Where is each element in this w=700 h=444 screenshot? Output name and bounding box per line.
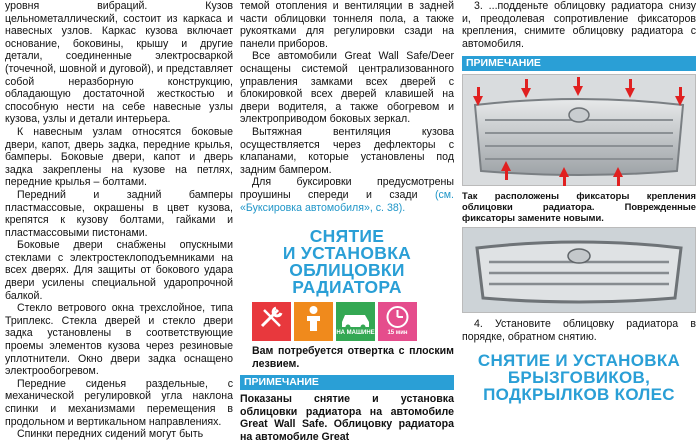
paragraph	[240, 176, 454, 214]
clip-arrow	[625, 88, 635, 98]
note-text: Показаны снятие и установка облицовки радиатора на автомобиле Great Wall Safe. Облицовку радиатора на автомобиле Great	[240, 393, 454, 444]
icon-label: НА МАШИНЕ	[336, 329, 375, 336]
paragraph: Спинки передних сидений могут быть	[17, 428, 204, 441]
person-icon	[294, 302, 333, 341]
text-column-1	[5, 0, 233, 441]
paragraph: К навесным узлам относятся боковые двери, капот, дверь задка, передние крылья, бамперы. Боковые двери, капот и дверь задка закреплены на кузове на петлях, передние крылья – болтами.	[5, 125, 233, 189]
section-title-line: РАДИАТОРА	[292, 277, 402, 298]
paragraph: уровня вибраций. Кузов цельнометаллический, состоит из каркаса и навесных узлов. Каркас кузова включает основание, боковины, крышу и другие детали, соединенные электросваркой (точечной, шовной и дуговой), и представляет собой неразборную конструкцию, обладающую достаточной жесткостью и способную нести на себе навесные узлы кузова, узлы и детали интерьера.	[5, 0, 233, 126]
tools-required-text: Вам потребуется отвертка с плоским лезвием.	[252, 345, 454, 370]
clip-arrow	[501, 161, 511, 171]
section-title-line: ОБЛИЦОВКИ	[289, 260, 405, 281]
section-title-line: СНЯТИЕ И УСТАНОВКА	[477, 350, 681, 370]
note-header: ПРИМЕЧАНИЕ	[462, 56, 696, 71]
note-header: ПРИМЕЧАНИЕ	[240, 375, 454, 390]
clock-icon	[378, 302, 417, 341]
paragraph: Вытяжная вентиляция кузова осуществляется через дефлекторы с клапанами, которые установлены под задним бампером.	[240, 125, 454, 176]
paragraph: темой отопления и вентиляции в задней части облицовки тоннеля пола, а также рукоятками для регулировки сзади на панели приборов.	[240, 0, 454, 50]
paragraph: Передний и задний бамперы пластмассовые, окрашены в цвет кузова, крепятся к кузову болтами, гайками и пластмассовыми пистонами.	[5, 188, 233, 239]
clip-arrow	[675, 96, 685, 106]
icon-label: 15 мин	[387, 329, 408, 336]
section-title	[462, 352, 696, 403]
paragraph: 3. ...подденьте облицовку радиатора снизу и, преодолевая сопротивление фиксаторов крепления, снимите облицовку радиатора с автомобиля.	[462, 0, 696, 50]
text-column-3	[462, 0, 696, 403]
clip-arrow	[521, 88, 531, 98]
section-title-line: И УСТАНОВКА	[282, 243, 412, 264]
radiator-grille-photo-clips	[462, 74, 696, 186]
paragraph: Боковые двери снабжены опускными стеклами с электростеклоподъемниками на всех дверях. Для защиты от бокового удара двери усилены специальной ударопрочной балкой.	[5, 239, 233, 302]
clip-arrow	[559, 167, 569, 177]
wrench-screwdriver-icon	[252, 302, 291, 341]
clip-arrow	[473, 96, 483, 106]
text-column-2	[240, 0, 454, 444]
clip-arrow	[613, 167, 623, 177]
section-title-line: БРЫЗГОВИКОВ,	[507, 367, 651, 387]
paragraph: 4. Установите облицовку радиатора в порядке, обратном снятию.	[462, 318, 696, 343]
cross-reference-link[interactable]: (см. «Буксировка автомобиля», с. 38).	[240, 188, 454, 214]
info-icon-row	[252, 302, 454, 341]
paragraph-text: Для буксировки предусмотрены проушины спереди и сзади	[240, 176, 454, 201]
section-title	[240, 228, 454, 296]
paragraph: Стекло ветрового окна трехслойное, типа Триплекс. Стекла дверей и стекло двери задка установлены в соответствующие проемы элементов кузова через резиновые уплотнители. Окно двери задка оснащено электрообогревом.	[5, 302, 233, 378]
paragraph: Передние сиденья раздельные, с механической регулировкой угла наклона спинки и механизмами перемещения в продольном и вертикальном направлениях.	[5, 377, 233, 428]
radiator-grille-photo-installed	[462, 227, 696, 313]
paragraph: Все автомобили Great Wall Safe/Deer оснащены системой централизованного управления замками всех дверей с блокировкой всех дверей клавишей на двери водителя, а также обогревом и электроприводом боковых зеркал.	[240, 50, 454, 126]
photo-caption: Так расположены фиксаторы крепления облицовки радиатора. Поврежденные фиксаторы замените новыми.	[462, 190, 696, 224]
clip-arrow	[573, 86, 583, 96]
car-icon	[336, 302, 375, 341]
section-title-line: ПОДКРЫЛКОВ КОЛЕС	[483, 384, 675, 404]
section-title-line: СНЯТИЕ	[309, 226, 385, 247]
